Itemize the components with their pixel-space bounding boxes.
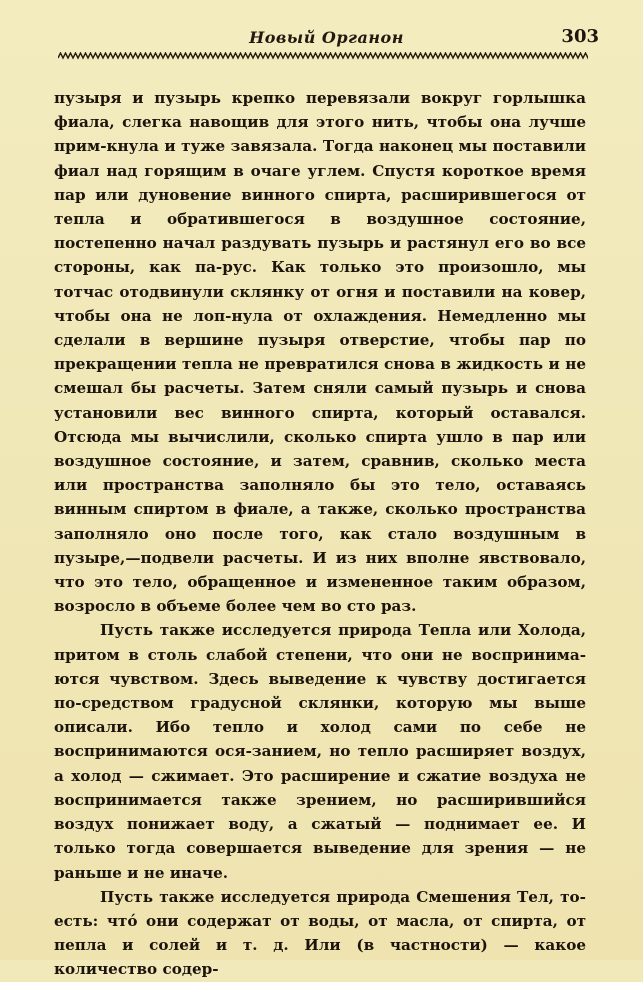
paragraph-continuation: пузыря и пузырь крепко перевязали вокруг горлышка фиала, слегка навощив для этого нить, чтобы она лучше прим-кнула и туже завязала. Тогда наконец мы поставили фиал над горящим в очаге углем. Спустя короткое время пар или дуновение винного спирта, расширившегося от тепла и обратившегося в воздушное состояние, постепенно начал раздувать пузырь и растянул его во все стороны, как па-рус. Как только это произошло, мы тотчас отодвинули склянку от огня и поставили на ковер, чтобы она не лоп-нула от охлаждения. Немедленно мы сделали в вершине пузыря отверстие, чтобы пар по прекращении тепла не превратился снова в жидкость и не смешал бы расчеты. Затем сняли самый пузырь и снова установили вес винного спирта, который оставался. Отсюда мы вычислили, сколько спирта ушло в пар или воздушное состояние, и затем, сравнив, сколько места или пространства заполняло бы это тело, оставаясь винным спиртом в фиале, а также, сколько пространства заполняло оно после того, как стало воздушным в пузыре,—подвели расчеты. И из них вполне явствовало, что это тело, обращенное и измененное таким образом, возросло в объеме более чем во сто раз. [54,89,586,616]
paragraph-heat-cold: Пусть также исследуется природа Тепла или Холода, притом в столь слабой степени, что они не воспринима-ются чувством. Здесь выведение к чувству достигается по-средством градусной склянки, которую мы выше описали. Ибо тепло и холод сами по себе не воспринимаются ося-занием, но тепло расширяет воздух, а холод — сжимает. Это расширение и сжатие воздуха не воспринимается также зрением, но расширившийся воздух понижает воду, а сжатый — поднимает ее. И только тогда совершается выведение для зрения — не раньше и не иначе. [54,621,586,882]
ornamental-rule [58,52,588,60]
page-header [54,28,599,52]
paragraph-mixture: Пусть также исследуется природа Смешения Тел, то-есть: чтó они содержат от воды, от масла, от спирта, от пепла и солей и т. д. Или (в частности) — какое количество содер- [54,887,586,979]
running-title: Новый Органон [249,28,404,47]
page-number: 303 [561,26,599,47]
body-text [54,86,586,982]
